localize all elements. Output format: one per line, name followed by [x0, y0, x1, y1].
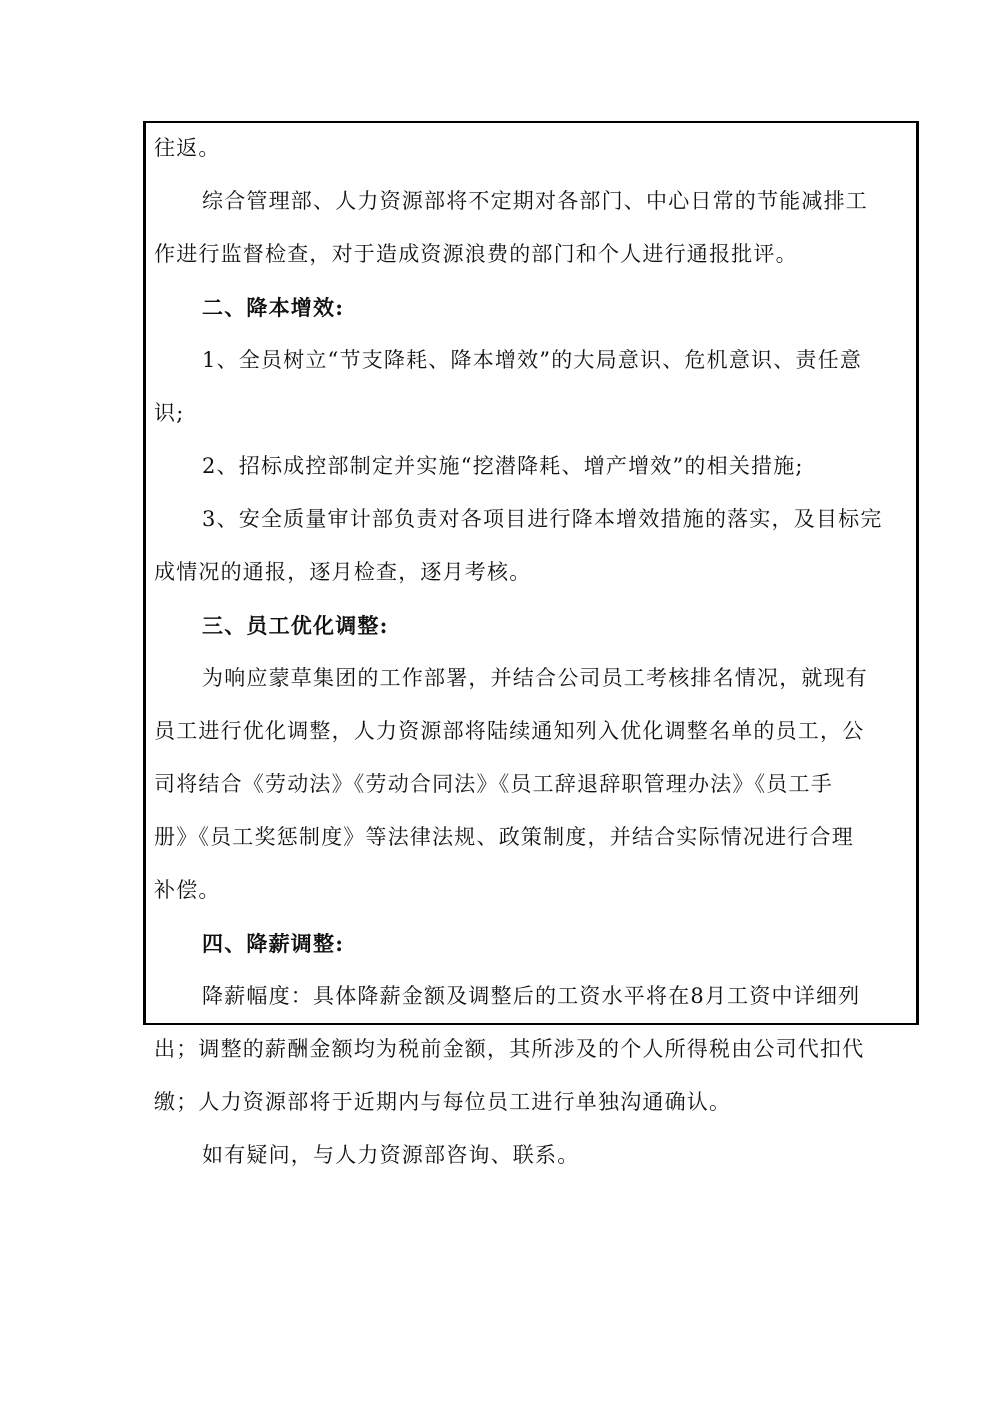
text-line: 为响应蒙草集团的工作部署，并结合公司员工考核排名情况，就现有 — [202, 666, 868, 690]
paragraph-contact — [154, 1129, 910, 1182]
text-line: 1、全员树立“节支降耗、降本增效”的大局意识、危机意识、责任意 — [202, 348, 863, 372]
text-line: 降薪幅度：具体降薪金额及调整后的工资水平将在8月工资中详细列 — [202, 984, 861, 1008]
paragraph-item-1 — [154, 334, 910, 440]
heading-text: 二、降本增效: — [202, 295, 345, 320]
heading-text: 三、员工优化调整: — [202, 613, 389, 638]
paragraph-item-3 — [154, 493, 910, 599]
text-line: 司将结合《劳动法》《劳动合同法》《员工辞退辞职管理办法》《员工手 — [154, 772, 833, 796]
text-line: 员工进行优化调整，人力资源部将陆续通知列入优化调整名单的员工，公 — [154, 719, 865, 743]
text-line: 往返。 — [154, 136, 221, 160]
text-line: 如有疑问，与人力资源部咨询、联系。 — [202, 1143, 580, 1167]
text-line: 识; — [154, 401, 185, 425]
section-heading-salary-reduction — [154, 917, 910, 970]
paragraph-item-2 — [154, 440, 910, 493]
paragraph-energy-supervision — [154, 175, 910, 281]
text-line: 综合管理部、人力资源部将不定期对各部门、中心日常的节能减排工 — [202, 189, 868, 213]
text-line: 册》《员工奖惩制度》等法律法规、政策制度，并结合实际情况进行合理 — [154, 825, 854, 849]
text-line: 补偿。 — [154, 878, 221, 902]
text-line: 缴；人力资源部将于近期内与每位员工进行单独沟通确认。 — [154, 1090, 732, 1114]
paragraph-staff-optimization — [154, 652, 910, 917]
text-line: 出；调整的薪酬金额均为税前金额，其所涉及的个人所得税由公司代扣代 — [154, 1037, 865, 1061]
text-line: 作进行监督检查，对于造成资源浪费的部门和个人进行通报批评。 — [154, 242, 798, 266]
text-line: 成情况的通报，逐月检查，逐月考核。 — [154, 560, 532, 584]
text-line: 2、招标成控部制定并实施“挖潜降耗、增产增效”的相关措施; — [202, 454, 804, 478]
heading-text: 四、降薪调整: — [202, 931, 345, 956]
paragraph-salary-reduction — [154, 970, 910, 1129]
section-heading-cost-reduction — [154, 281, 910, 334]
text-line: 3、安全质量审计部负责对各项目进行降本增效措施的落实，及目标完 — [202, 507, 883, 531]
section-heading-staff-optimization — [154, 599, 910, 652]
paragraph-continuation — [154, 122, 910, 175]
